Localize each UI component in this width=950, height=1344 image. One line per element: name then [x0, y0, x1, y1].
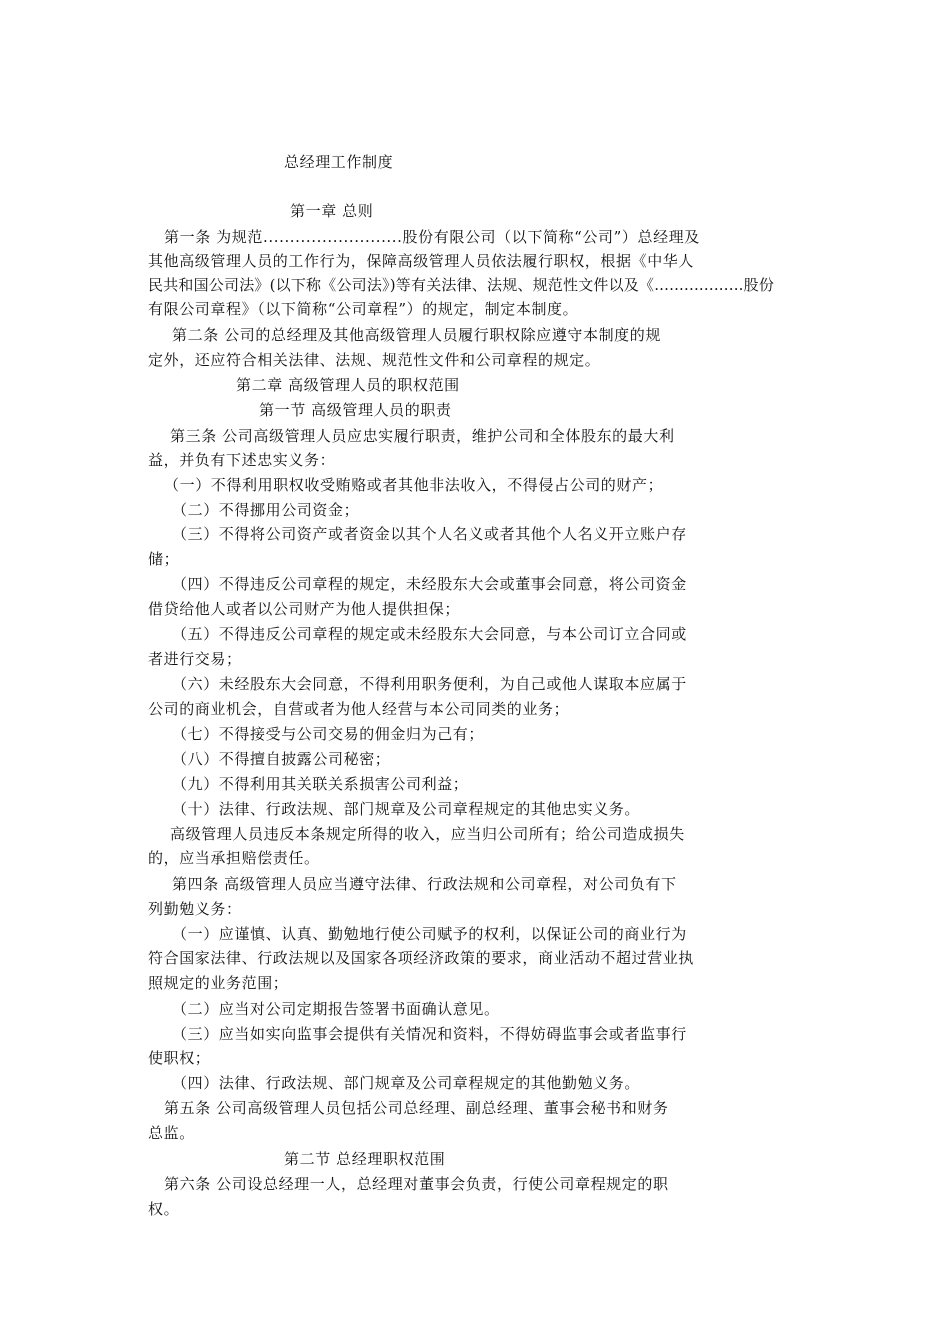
article-line: 其他高级管理人员的工作行为，保障高级管理人员依法履行职权，根据《中华人: [148, 252, 695, 270]
chapter-heading: 第二章 高级管理人员的职权范围: [236, 376, 460, 394]
list-item: （一）不得利用职权收受贿赂或者其他非法收入，不得侵占公司的财产；: [164, 476, 664, 494]
article-line: 益，并负有下述忠实义务：: [148, 451, 336, 469]
chapter-heading: 第一章 总则: [290, 202, 374, 220]
article-line: 权。: [148, 1200, 180, 1218]
article-line: 有限公司章程》（以下简称“公司章程”）的规定，制定本制度。: [148, 300, 579, 318]
document-title: 总经理工作制度: [284, 153, 394, 171]
list-item: 借贷给他人或者以公司财产为他人提供担保；: [148, 600, 461, 618]
list-item: （三）不得将公司资产或者资金以其个人名义或者其他个人名义开立账户存: [172, 525, 687, 543]
list-item: （十）法律、行政法规、部门规章及公司章程规定的其他忠实义务。: [172, 800, 641, 818]
list-item: 使职权；: [148, 1049, 211, 1067]
list-item: （八）不得擅自披露公司秘密；: [172, 750, 391, 768]
article-line: 总监。: [148, 1124, 195, 1142]
article-line: 第五条 公司高级管理人员包括公司总经理、副总经理、董事会秘书和财务: [164, 1099, 669, 1117]
paragraph-line: 高级管理人员违反本条规定所得的收入，应当归公司所有；给公司造成损失: [170, 825, 685, 843]
article-line: 列勤勉义务：: [148, 900, 242, 918]
paragraph-line: 的，应当承担赔偿责任。: [148, 849, 320, 867]
article-line: 第二条 公司的总经理及其他高级管理人员履行职权除应遵守本制度的规: [172, 326, 661, 344]
article-line: 民共和国公司法》(以下称《公司法》)等有关法律、法规、规范性文件以及《..................股份: [148, 276, 775, 294]
article-line: 第四条 高级管理人员应当遵守法律、行政法规和公司章程，对公司负有下: [172, 875, 677, 893]
list-item: （九）不得利用其关联关系损害公司利益；: [172, 775, 469, 793]
list-item: 公司的商业机会，自营或者为他人经营与本公司同类的业务；: [148, 700, 570, 718]
list-item: （三）应当如实向监事会提供有关情况和资料，不得妨碍监事会或者监事行: [172, 1025, 687, 1043]
list-item: （七）不得接受与公司交易的佣金归为己有；: [172, 725, 485, 743]
list-item: （六）未经股东大会同意，不得利用职务便利，为自己或他人谋取本应属于: [172, 675, 687, 693]
article-line: 第六条 公司设总经理一人，总经理对董事会负责，行使公司章程规定的职: [164, 1175, 669, 1193]
article-line: 第三条 公司高级管理人员应忠实履行职责，维护公司和全体股东的最大利: [170, 427, 675, 445]
article-line: 定外，还应符合相关法律、法规、规范性文件和公司章程的规定。: [148, 351, 601, 369]
list-item: 储；: [148, 550, 180, 568]
article-line: 第一条 为规范..........................股份有限公司（以下简称“公司”）总经理及: [164, 228, 700, 246]
list-item: （四）不得违反公司章程的规定，未经股东大会或董事会同意，将公司资金: [172, 575, 687, 593]
section-heading: 第一节 高级管理人员的职责: [259, 401, 452, 419]
list-item: （二）不得挪用公司资金；: [172, 501, 360, 519]
list-item: 照规定的业务范围；: [148, 974, 289, 992]
list-item: （一）应谨慎、认真、勤勉地行使公司赋予的权利，以保证公司的商业行为: [172, 925, 687, 943]
list-item: （五）不得违反公司章程的规定或未经股东大会同意，与本公司订立合同或: [172, 625, 687, 643]
list-item: （二）应当对公司定期报告签署书面确认意见。: [172, 1000, 500, 1018]
section-heading: 第二节 总经理职权范围: [284, 1150, 446, 1168]
list-item: （四）法律、行政法规、部门规章及公司章程规定的其他勤勉义务。: [172, 1074, 641, 1092]
list-item: 者进行交易；: [148, 650, 242, 668]
list-item: 符合国家法律、行政法规以及国家各项经济政策的要求，商业活动不超过营业执: [148, 949, 695, 967]
